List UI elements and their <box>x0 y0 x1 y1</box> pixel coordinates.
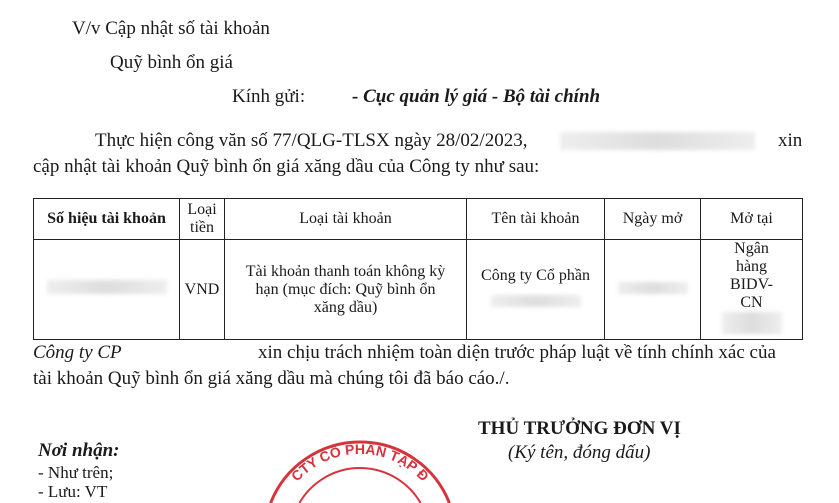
paragraph-line-1: Thực hiện công văn số 77/QLG-TLSX ngày 28/02/2023, <box>95 130 528 151</box>
cell-account-name <box>467 240 605 340</box>
subject-line-2: Quỹ bình ổn giá <box>110 52 233 73</box>
header-currency: Loại tiền <box>180 199 225 240</box>
paragraph-line-1-end: xin <box>778 130 803 151</box>
cell-open-date <box>605 240 701 340</box>
bank-text: Ngân hàng BIDV- CN <box>730 240 773 311</box>
redacted-company <box>560 132 755 150</box>
stamp-inner-ring <box>299 468 420 503</box>
company-stamp <box>250 438 470 503</box>
signature-title: THỦ TRƯỞNG ĐƠN VỊ <box>478 418 681 439</box>
account-table <box>33 198 803 340</box>
recipients-title: Nơi nhận: <box>38 440 120 461</box>
header-account-number: Số hiệu tài khoản <box>34 199 180 240</box>
header-account-name: Tên tài khoản <box>467 199 605 240</box>
paragraph-line-2: cập nhật tài khoản Quỹ bình ổn giá xăng dầu của Công ty như sau: <box>33 156 540 177</box>
header-bank: Mở tại <box>701 199 803 240</box>
account-name-text: Công ty Cổ phần <box>481 267 590 284</box>
cell-account-number <box>34 240 180 340</box>
closing-line-1: xin chịu trách nhiệm toàn diện trước pháp luật về tính chính xác của <box>258 342 776 363</box>
recipient-item: - Lưu: VT <box>38 482 108 501</box>
closing-line-2: tài khoản Quỹ bình ổn giá xăng dầu mà chúng tôi đã báo cáo./. <box>33 368 510 389</box>
greeting-label: Kính gửi: <box>232 86 306 107</box>
subject-line: V/v Cập nhật số tài khoản <box>72 18 270 39</box>
cell-currency: VND <box>180 240 225 340</box>
stamp-text: CTY CỔ PHẦN TẬP Đ <box>287 440 433 485</box>
closing-company-prefix: Công ty CP <box>33 342 122 363</box>
cell-account-type: Tài khoản thanh toán không kỳ hạn (mục đích: Quỹ bình ổn xăng dầu) <box>225 240 467 340</box>
recipient-item: - Như trên; <box>38 463 114 482</box>
recipient: - Cục quản lý giá - Bộ tài chính <box>352 86 601 107</box>
cell-bank <box>701 240 803 340</box>
table-row <box>34 240 803 340</box>
table-header-row <box>34 199 803 240</box>
header-account-type: Loại tài khoản <box>225 199 467 240</box>
svg-text:CTY CỔ PHẦN TẬP Đ <box>288 441 432 484</box>
header-open-date: Ngày mở <box>605 199 701 240</box>
signature-note: (Ký tên, đóng dấu) <box>508 442 651 463</box>
